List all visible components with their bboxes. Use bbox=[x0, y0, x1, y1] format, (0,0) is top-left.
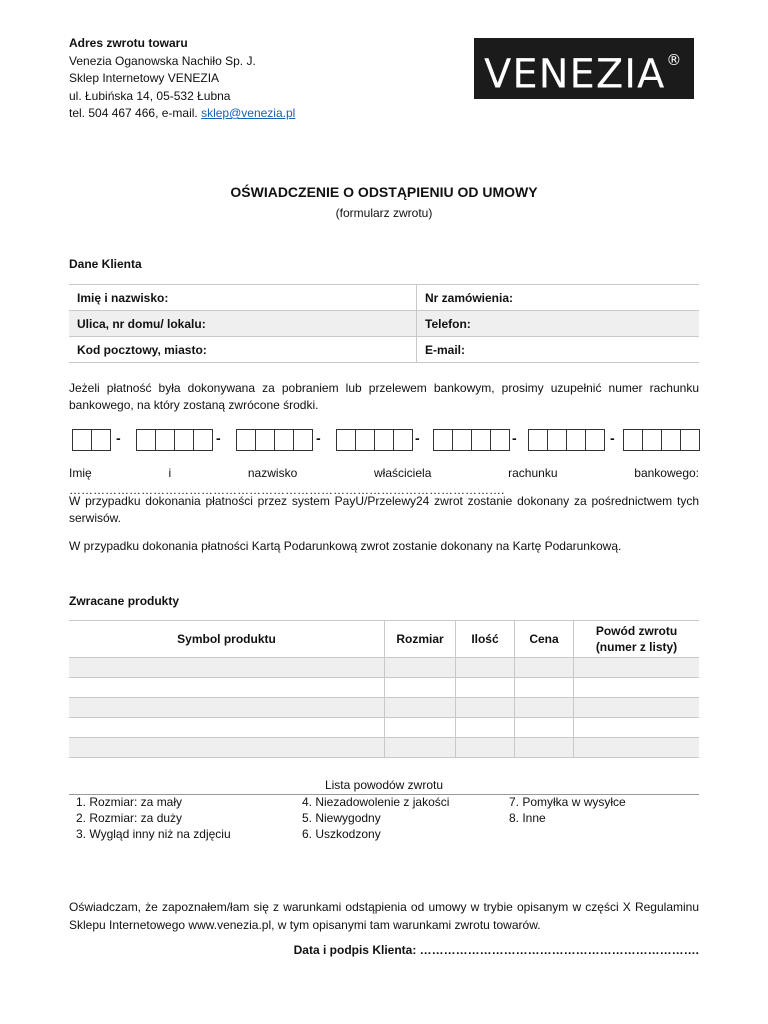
account-digit-group[interactable] bbox=[433, 429, 510, 451]
reason-item: 2. Rozmiar: za duży bbox=[76, 811, 183, 825]
column-header: Rozmiar bbox=[385, 621, 456, 658]
contact-line bbox=[69, 105, 295, 123]
form-title: OŚWIADCZENIE O ODSTĄPIENIU OD UMOWY bbox=[230, 184, 538, 200]
table-row bbox=[69, 678, 699, 698]
products-section-heading: Zwracane produkty bbox=[69, 594, 180, 608]
returned-products-table bbox=[69, 620, 699, 758]
client-section-heading: Dane Klienta bbox=[69, 257, 142, 271]
dash-separator: - bbox=[116, 430, 121, 446]
date-signature-line[interactable]: Data i podpis Klienta: ……………………………………………………………. bbox=[293, 943, 699, 957]
giftcard-note: W przypadku dokonania płatności Kartą Podarunkową zwrot zostanie dokonany na Kartę Podarunkową. bbox=[69, 539, 622, 553]
table-header-row bbox=[69, 621, 699, 658]
full-name-field[interactable]: Imię i nazwisko: bbox=[69, 285, 417, 311]
shop-name: Sklep Internetowy VENEZIA bbox=[69, 71, 220, 85]
phone-text: tel. 504 467 466, e-mail. bbox=[69, 106, 202, 120]
table-row bbox=[69, 658, 699, 678]
street-address: ul. Łubińska 14, 05-532 Łubna bbox=[69, 88, 231, 103]
reason-item: 4. Niezadowolenie z jakości bbox=[302, 795, 450, 809]
dash-separator: - bbox=[610, 430, 615, 446]
table-row bbox=[69, 311, 699, 337]
account-owner-line[interactable]: Imię i nazwisko właściciela rachunku bankowego: ………………………………………………………………………………………………. bbox=[69, 466, 699, 497]
logo-text: VENEZIA bbox=[484, 51, 666, 98]
email-link[interactable]: sklep@venezia.pl bbox=[201, 106, 296, 120]
return-reasons-title: Lista powodów zwrotu bbox=[324, 778, 444, 792]
account-digit-group[interactable] bbox=[623, 429, 700, 451]
reason-item: 5. Niewygodny bbox=[302, 811, 381, 825]
account-digit-group[interactable] bbox=[336, 429, 413, 451]
client-data-table bbox=[69, 284, 699, 363]
column-header: Powód zwrotu (numer z listy) bbox=[574, 621, 700, 658]
column-header: Symbol produktu bbox=[69, 621, 385, 658]
form-subtitle: (formularz zwrotu) bbox=[335, 206, 433, 220]
reason-item: 7. Pomyłka w wysyłce bbox=[509, 795, 626, 809]
reason-item: 1. Rozmiar: za mały bbox=[76, 795, 183, 809]
column-header: Ilość bbox=[456, 621, 515, 658]
registered-mark: ® bbox=[666, 51, 683, 69]
reason-item: 3. Wygląd inny niż na zdjęciu bbox=[76, 827, 231, 841]
dash-separator: - bbox=[415, 430, 420, 446]
declaration-statement: Oświadczam, że zapoznałem/łam się z warunkami odstąpienia od umowy w trybie opisanym w części X Regulaminu Sklepu Internetowego www.venezia.pl, w tym opisanymi tam warunkami zwrotu towarów. bbox=[69, 900, 699, 932]
account-digit-group[interactable] bbox=[236, 429, 313, 451]
phone-field[interactable]: Telefon: bbox=[417, 311, 700, 337]
dash-separator: - bbox=[512, 430, 517, 446]
account-digit-group[interactable] bbox=[136, 429, 213, 451]
street-field[interactable]: Ulica, nr domu/ lokalu: bbox=[69, 311, 417, 337]
table-row bbox=[69, 337, 699, 363]
table-row bbox=[69, 698, 699, 718]
address-heading: Adres zwrotu towaru bbox=[69, 36, 188, 50]
reason-item: 6. Uszkodzony bbox=[302, 827, 381, 841]
return-address bbox=[69, 35, 295, 123]
reason-item: 8. Inne bbox=[509, 811, 546, 825]
account-digit-group[interactable] bbox=[72, 429, 111, 451]
company-name: Venezia Oganowska Nachiło Sp. J. bbox=[69, 53, 256, 68]
email-field[interactable]: E-mail: bbox=[417, 337, 700, 363]
dash-separator: - bbox=[316, 430, 321, 446]
order-number-field[interactable]: Nr zamówienia: bbox=[417, 285, 700, 311]
venezia-logo bbox=[474, 38, 694, 99]
postal-city-field[interactable]: Kod pocztowy, miasto: bbox=[69, 337, 417, 363]
table-row bbox=[69, 285, 699, 311]
table-row bbox=[69, 738, 699, 758]
dash-separator: - bbox=[216, 430, 221, 446]
payu-note: W przypadku dokonania płatności przez system PayU/Przelewy24 zwrot zostanie dokonany za pośrednictwem tych serwisów. bbox=[69, 494, 699, 525]
account-digit-group[interactable] bbox=[528, 429, 605, 451]
bank-account-note: Jeżeli płatność była dokonywana za pobraniem lub przelewem bankowym, prosimy uzupełnić numer rachunku bankowego, na który zostaną zwrócone środki. bbox=[69, 381, 699, 412]
table-row bbox=[69, 718, 699, 738]
column-header: Cena bbox=[515, 621, 574, 658]
